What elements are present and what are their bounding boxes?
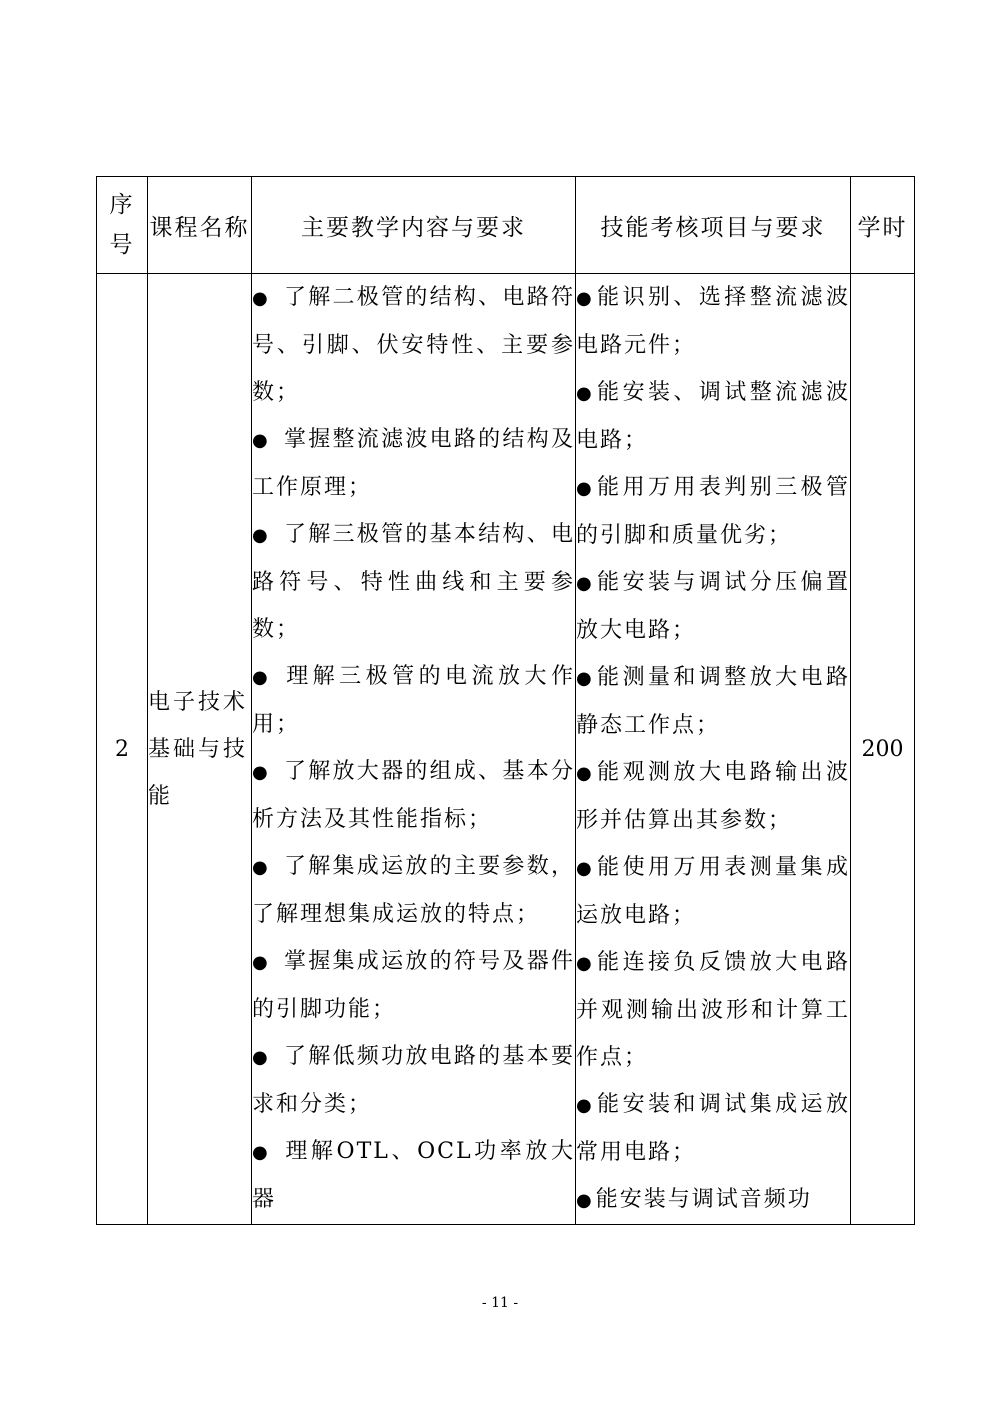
list-item-text: 了解放大器的组成、基本分析方法及其性能指标； — [252, 759, 575, 832]
bullet-icon: ● — [576, 383, 596, 404]
bullet-icon: ● — [252, 430, 270, 451]
bullet-icon: ● — [576, 858, 596, 879]
content-item — [252, 938, 575, 1033]
row-hours: 200 — [851, 274, 915, 1225]
list-item-text: 了解低频功放电路的基本要求和分类； — [252, 1044, 575, 1117]
row-content-list — [252, 274, 576, 1225]
header-row — [97, 177, 915, 274]
list-item-text: 能连接负反馈放大电路并观测输出波形和计算工作点； — [576, 950, 850, 1070]
row-seq: 2 — [97, 274, 148, 1225]
list-item-text: 能识别、选择整流滤波电路元件； — [576, 285, 850, 358]
header-seq-line1: 序 — [109, 192, 135, 218]
row-skill-list — [576, 274, 851, 1225]
list-item-text: 能安装与调试音频功 — [595, 1187, 812, 1212]
bullet-icon: ● — [576, 1095, 596, 1116]
content-item — [252, 748, 575, 843]
curriculum-table — [96, 176, 915, 1225]
list-item-text: 能用万用表判别三极管的引脚和质量优劣； — [576, 475, 850, 548]
header-seq — [97, 177, 148, 274]
bullet-icon: ● — [576, 573, 596, 594]
bullet-icon: ● — [252, 288, 270, 309]
bullet-icon: ● — [252, 762, 270, 783]
bullet-icon: ● — [252, 525, 270, 546]
list-item-text: 掌握集成运放的符号及器件的引脚功能； — [252, 949, 575, 1022]
bullet-icon: ● — [252, 1142, 272, 1163]
content-item — [252, 511, 575, 653]
list-item-text: 理解三极管的电流放大作用； — [252, 664, 575, 737]
header-course: 课程名称 — [148, 177, 252, 274]
list-item-text: 能安装和调试集成运放常用电路； — [576, 1092, 850, 1165]
content-item — [252, 653, 575, 748]
bullet-icon: ● — [576, 763, 596, 784]
skill-item — [576, 274, 850, 369]
bullet-icon: ● — [252, 952, 270, 973]
skill-item — [576, 939, 850, 1081]
skill-item — [576, 749, 850, 844]
list-item-text: 了解二极管的结构、电路符号、引脚、伏安特性、主要参数； — [252, 285, 575, 405]
row-course-name: 电子技术基础与技能 — [148, 274, 252, 1225]
bullet-icon: ● — [576, 1190, 594, 1211]
skill-item — [576, 464, 850, 559]
skill-item — [576, 1081, 850, 1176]
skill-item — [576, 369, 850, 464]
bullet-icon: ● — [576, 478, 596, 499]
list-item-text: 了解集成运放的主要参数，了解理想集成运放的特点； — [252, 854, 575, 927]
list-item-text: 掌握整流滤波电路的结构及工作原理； — [252, 427, 575, 500]
skill-item — [576, 1176, 850, 1224]
content-item — [252, 843, 575, 938]
skill-item — [576, 559, 850, 654]
bullet-icon: ● — [252, 1047, 270, 1068]
bullet-icon: ● — [252, 857, 270, 878]
bullet-icon: ● — [576, 288, 596, 309]
skill-item — [576, 844, 850, 939]
content-item — [252, 274, 575, 416]
list-item-text: 能安装与调试分压偏置放大电路； — [576, 570, 850, 643]
list-item-text: 能观测放大电路输出波形并估算出其参数； — [576, 760, 850, 833]
bullet-icon: ● — [576, 668, 596, 689]
table-row — [97, 274, 915, 1225]
content-item — [252, 1128, 575, 1223]
list-item-text: 能测量和调整放大电路静态工作点； — [576, 665, 850, 738]
list-item-text: 能安装、调试整流滤波电路； — [576, 380, 850, 453]
header-content: 主要教学内容与要求 — [252, 177, 576, 274]
header-hours: 学时 — [851, 177, 915, 274]
bullet-icon: ● — [576, 953, 596, 974]
content-item — [252, 416, 575, 511]
bullet-icon: ● — [252, 667, 273, 688]
list-item-text: 了解三极管的基本结构、电路符号、特性曲线和主要参数； — [252, 522, 575, 642]
skill-item — [576, 654, 850, 749]
header-skills: 技能考核项目与要求 — [576, 177, 851, 274]
list-item-text: 理解OTL、OCL功率放大器 — [252, 1139, 575, 1212]
header-seq-line2: 号 — [109, 232, 135, 258]
content-item — [252, 1033, 575, 1128]
list-item-text: 能使用万用表测量集成运放电路； — [576, 855, 850, 928]
page-number: - 11 - — [481, 1295, 519, 1311]
